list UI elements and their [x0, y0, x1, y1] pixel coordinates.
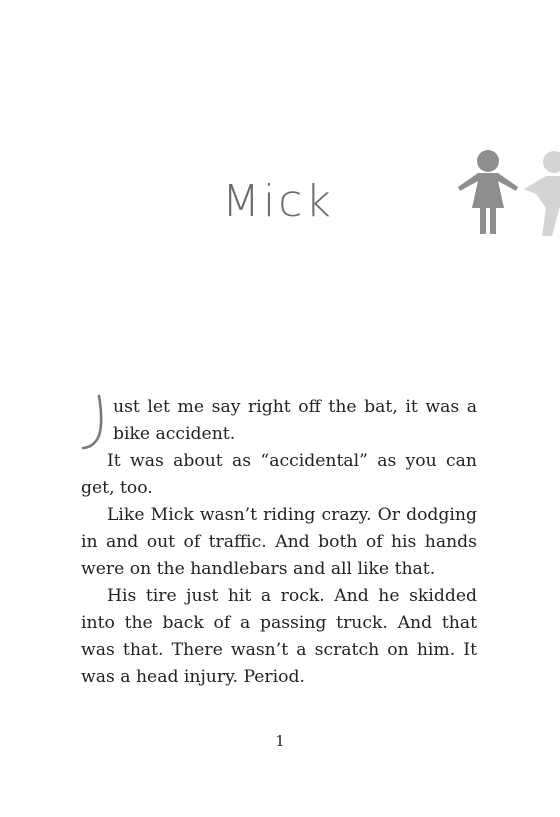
paragraph-2: It was about as “accidental” as you can get, too. [81, 451, 477, 498]
paper-doll-figures-icon [456, 146, 560, 236]
paragraph-1-text: ust let me say right off the bat, it was a bike accident. [113, 397, 477, 444]
paragraph-4: His tire just hit a rock. And he skidded into the back of a passing truck. And that was that. There wasn’t a scratch on him. It was a head injury. Period. [81, 586, 477, 687]
chapter-body [81, 394, 477, 691]
page-number: 1 [275, 732, 285, 750]
drop-cap-j [81, 392, 111, 452]
paragraph-1 [81, 394, 477, 448]
chapter-title: Mick [222, 176, 334, 227]
paragraph-3: Like Mick wasn’t riding crazy. Or dodging in and out of traffic. And both of his hands were on the handlebars and all like that. [81, 505, 477, 579]
